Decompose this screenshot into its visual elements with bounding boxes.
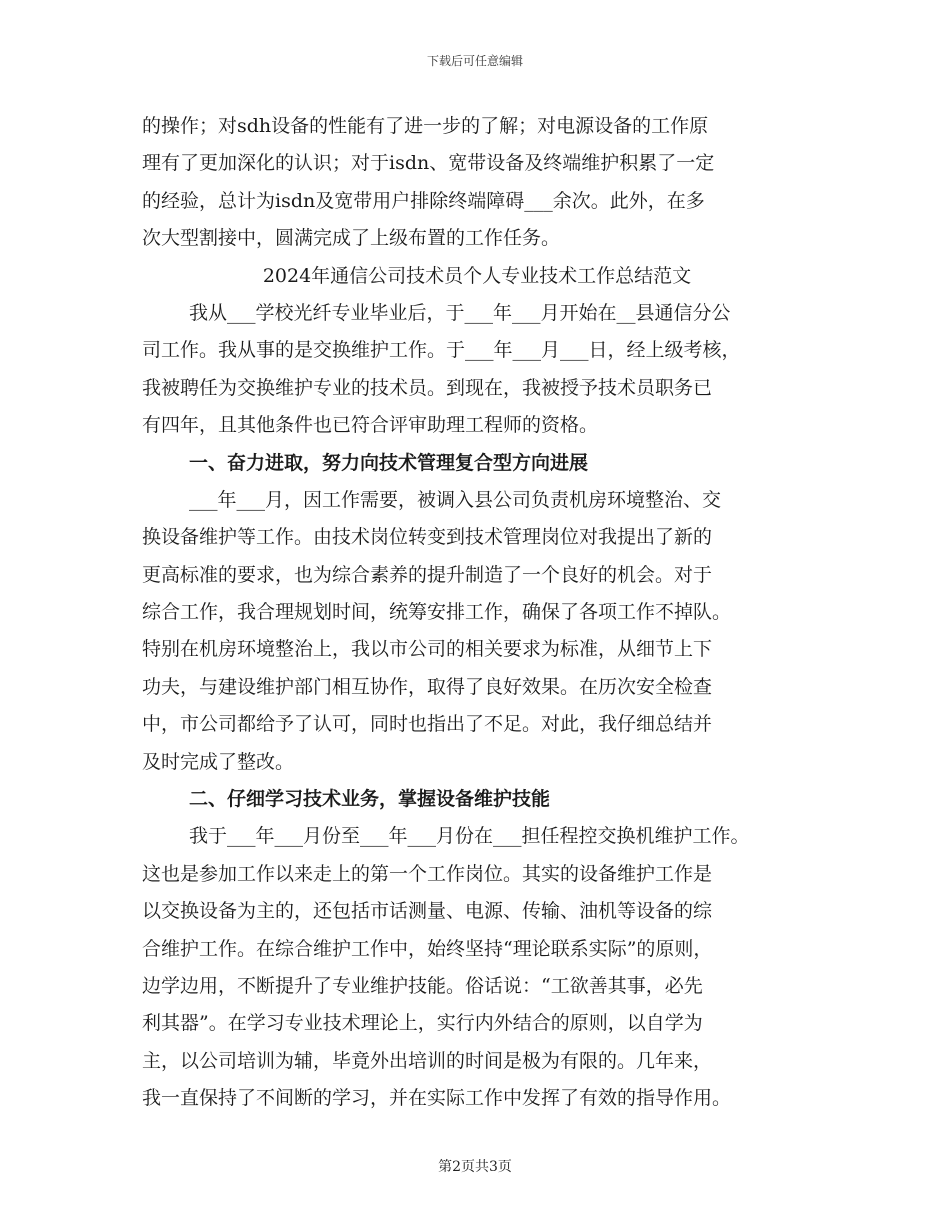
para3-line-6: 利其器”。在学习专业技术理论上，实行内外结合的原则，以自学为 — [142, 1012, 703, 1035]
para1-line-4: 有四年，且其他条件也已符合评审助理工程师的资格。 — [142, 414, 599, 437]
para3-line-2: 这也是参加工作以来走上的第一个工作岗位。其实的设备维护工作是 — [142, 862, 713, 885]
intro-line-4: 次大型割接中，圆满完成了上级布置的工作任务。 — [142, 227, 561, 250]
section-heading-1: 一、奋力进取，努力向技术管理复合型方向进展 — [189, 451, 589, 474]
para2-line-7: 中，市公司都给予了认可，同时也指出了不足。对此，我仔细总结并 — [142, 713, 713, 736]
para2-line-4: 综合工作，我合理规划时间，统筹安排工作，确保了各项工作不掉队。 — [142, 601, 732, 624]
para1-line-1: 我从___学校光纤专业毕业后，于___年___月开始在__县通信分公 — [189, 301, 731, 324]
para2-line-2: 换设备维护等工作。由技术岗位转变到技术管理岗位对我提出了新的 — [142, 526, 713, 549]
page-header-note: 下载后可任意编辑 — [426, 54, 523, 68]
para3-line-1: 我于___年___月份至___年___月份在___担任程控交换机维护工作。 — [189, 825, 750, 848]
para2-line-6: 功夫，与建设维护部门相互协作，取得了良好效果。在历次安全检查 — [142, 675, 713, 698]
para3-line-4: 合维护工作。在综合维护工作中，始终坚持“理论联系实际”的原则， — [142, 937, 713, 960]
section-heading-2: 二、仔细学习技术业务，掌握设备维护技能 — [189, 788, 551, 811]
para3-line-7: 主，以公司培训为辅，毕竟外出培训的时间是极为有限的。几年来， — [142, 1049, 713, 1072]
intro-line-1: 的操作；对sdh设备的性能有了进一步的了解；对电源设备的工作原 — [142, 115, 709, 137]
para2-line-5: 特别在机房环境整治上，我以市公司的相关要求为标准，从细节上下 — [142, 638, 713, 661]
para2-line-3: 更高标准的要求，也为综合素养的提升制造了一个良好的机会。对于 — [142, 563, 713, 586]
intro-line-3: 的经验，总计为isdn及宽带用户排除终端障碍___余次。此外，在多 — [142, 189, 705, 212]
para2-line-8: 及时完成了整改。 — [142, 750, 295, 773]
para3-line-5: 边学边用，不断提升了专业维护技能。俗话说：“工欲善其事，必先 — [142, 974, 703, 997]
para1-line-2: 司工作。我从事的是交换维护工作。于___年___月___日，经上级考核， — [142, 339, 741, 362]
para1-line-3: 我被聘任为交换维护专业的技术员。到现在，我被授予技术员职务已 — [142, 376, 713, 399]
document-body — [142, 108, 812, 1118]
page-number: 第2页共3页 — [438, 1159, 512, 1175]
intro-line-2: 理有了更加深化的认识；对于isdn、宽带设备及终端维护积累了一定 — [142, 152, 715, 175]
para3-line-3: 以交换设备为主的，还包括市话测量、电源、传输、油机等设备的综 — [142, 900, 713, 923]
document-title: 2024年通信公司技术员个人专业技术工作总结范文 — [262, 264, 692, 287]
para2-line-1: ___年___月，因工作需要，被调入县公司负责机房环境整治、交 — [189, 488, 722, 511]
para3-line-8: 我一直保持了不间断的学习，并在实际工作中发挥了有效的指导作用。 — [142, 1087, 732, 1110]
